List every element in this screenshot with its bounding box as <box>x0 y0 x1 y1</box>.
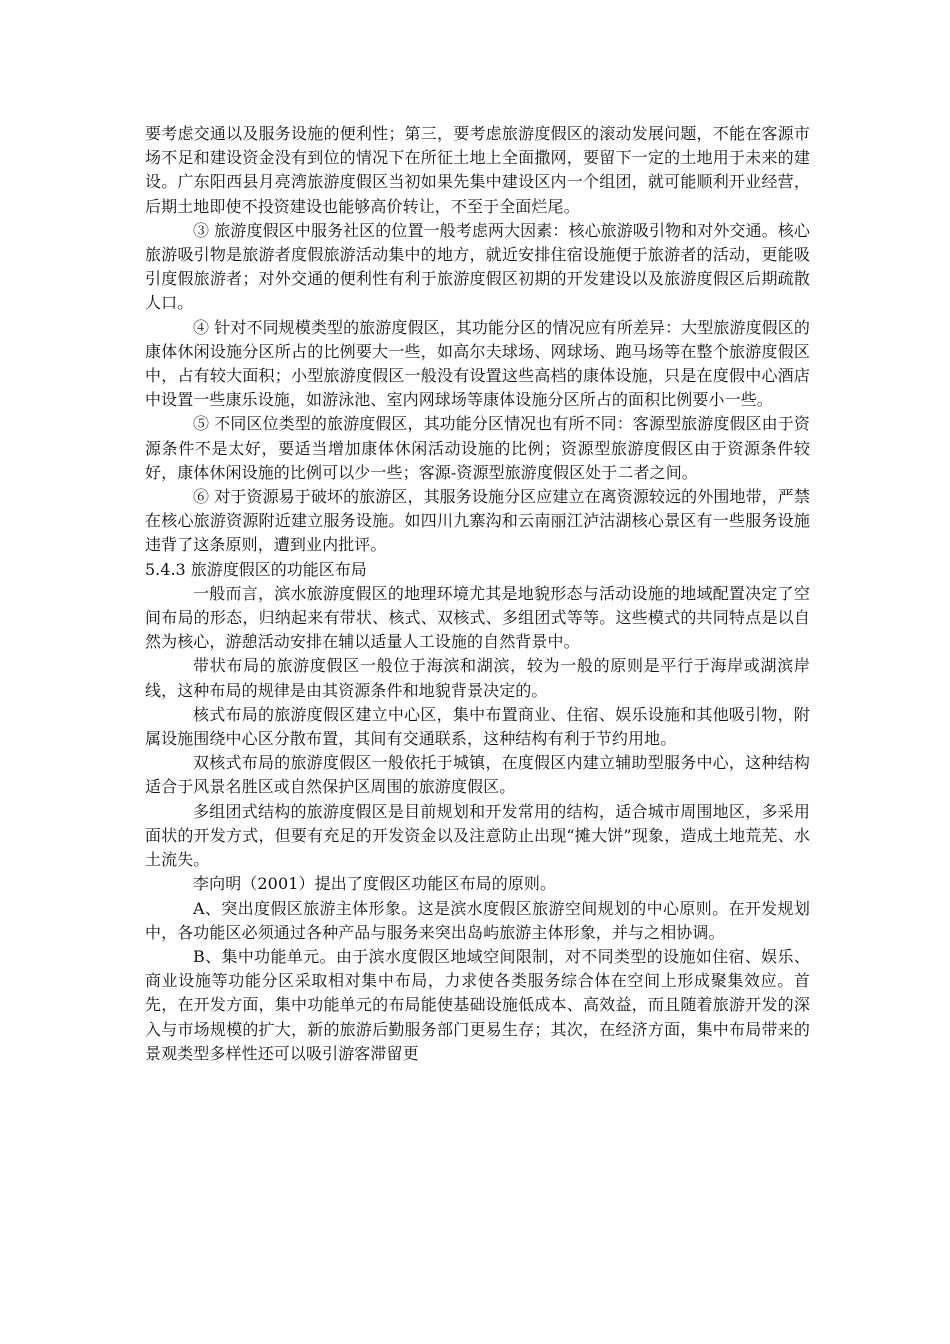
paragraph-layout-intro: 一般而言，滨水旅游度假区的地理环境尤其是地貌形态与活动设施的地域配置决定了空间布局的形态，归纳起来有带状、核式、双核式、多组团式等等。这些模式的共同特点是以自然为核心，游憩活动安排在辅以适量人工设施的自然背景中。 <box>145 583 810 652</box>
paragraph-item-6: ⑥ 对于资源易于破坏的旅游区，其服务设施分区应建立在离资源较远的外围地带，严禁在核心旅游资源附近建立服务设施。如四川九寨沟和云南丽江泸沽湖核心景区有一些服务设施违背了这条原则，遭到业内批评。 <box>145 487 810 555</box>
document-page <box>145 122 810 1066</box>
paragraph-principle-b: B、集中功能单元。由于滨水度假区地域空间限制，对不同类型的设施如住宿、娱乐、商业设施等功能分区采取相对集中布局，力求使各类服务综合体在空间上形成聚集效应。首先，在开发方面，集中功能单元的布局能使基础设施低成本、高效益，而且随着旅游开发的深入与市场规模的扩大，新的旅游后勤服务部门更易生存；其次，在经济方面，集中布局带来的景观类型多样性还可以吸引游客滞留更 <box>145 946 810 1063</box>
paragraph-item-4: ④ 针对不同规模类型的旅游度假区，其功能分区的情况应有所差异：大型旅游度假区的康体休闲设施分区所占的比例要大一些，如高尔夫球场、网球场、跑马场等在整个旅游度假区中，占有较大面积；小型旅游度假区一般没有设置这些高档的康体设施，只是在度假中心酒店中设置一些康乐设施，如游泳池、室内网球场等康体设施分区所占的面积比例要小一些。 <box>145 317 810 410</box>
paragraph-dual-core-layout: 双核式布局的旅游度假区一般依托于城镇，在度假区内建立辅助型服务中心，这种结构适合于风景名胜区或自然保护区周围的旅游度假区。 <box>145 753 810 797</box>
paragraph-item-5: ⑤ 不同区位类型的旅游度假区，其功能分区情况也有所不同：客源型旅游度假区由于资源条件不是太好，要适当增加康体休闲活动设施的比例；资源型旅游度假区由于资源条件较好，康体休闲设施的比例可以少一些；客源-资源型旅游度假区处于二者之间。 <box>145 414 810 482</box>
paragraph-strip-layout: 带状布局的旅游度假区一般位于海滨和湖滨，较为一般的原则是平行于海岸或湖滨岸线，这种布局的规律是由其资源条件和地貌背景决定的。 <box>145 656 810 700</box>
section-heading: 5.4.3 旅游度假区的功能区布局 <box>145 559 367 579</box>
paragraph-core-layout: 核式布局的旅游度假区建立中心区，集中布置商业、住宿、娱乐设施和其他吸引物，附属设施围绕中心区分散布置，其间有交通联系，这种结构有利于节约用地。 <box>145 704 810 749</box>
paragraph-principle-a: A、突出度假区旅游主体形象。这是滨水度假区旅游空间规划的中心原则。在开发规划中，各功能区必须通过各种产品与服务来突出岛屿旅游主体形象，并与之相协调。 <box>145 898 810 942</box>
paragraph-item-3: ③ 旅游度假区中服务社区的位置一般考虑两大因素：核心旅游吸引物和对外交通。核心旅游吸引物是旅游者度假旅游活动集中的地方，就近安排住宿设施便于旅游者的活动，更能吸引度假旅游者；对外交通的便利性有利于旅游度假区初期的开发建设以及旅游度假区后期疏散人口。 <box>145 220 810 313</box>
paragraph-continuation: 要考虑交通以及服务设施的便利性；第三，要考虑旅游度假区的滚动发展问题，不能在客源市场不足和建设资金没有到位的情况下在所征土地上全面撒网，要留下一定的土地用于未来的建设。广东阳西县月亮湾旅游度假区当初如果先集中建设区内一个组团，就可能顺利开业经营，后期土地即使不投资建设也能够高价转让，不至于全面烂尾。 <box>145 124 810 216</box>
paragraph-multi-cluster-layout: 多组团式结构的旅游度假区是目前规划和开发常用的结构，适合城市周围地区，多采用面状的开发方式，但要有充足的开发资金以及注意防止出现“摊大饼”现象，造成土地荒芜、水土流失。 <box>145 801 810 870</box>
paragraph-principles-intro: 李向明（2001）提出了度假区功能区布局的原则。 <box>193 874 557 894</box>
